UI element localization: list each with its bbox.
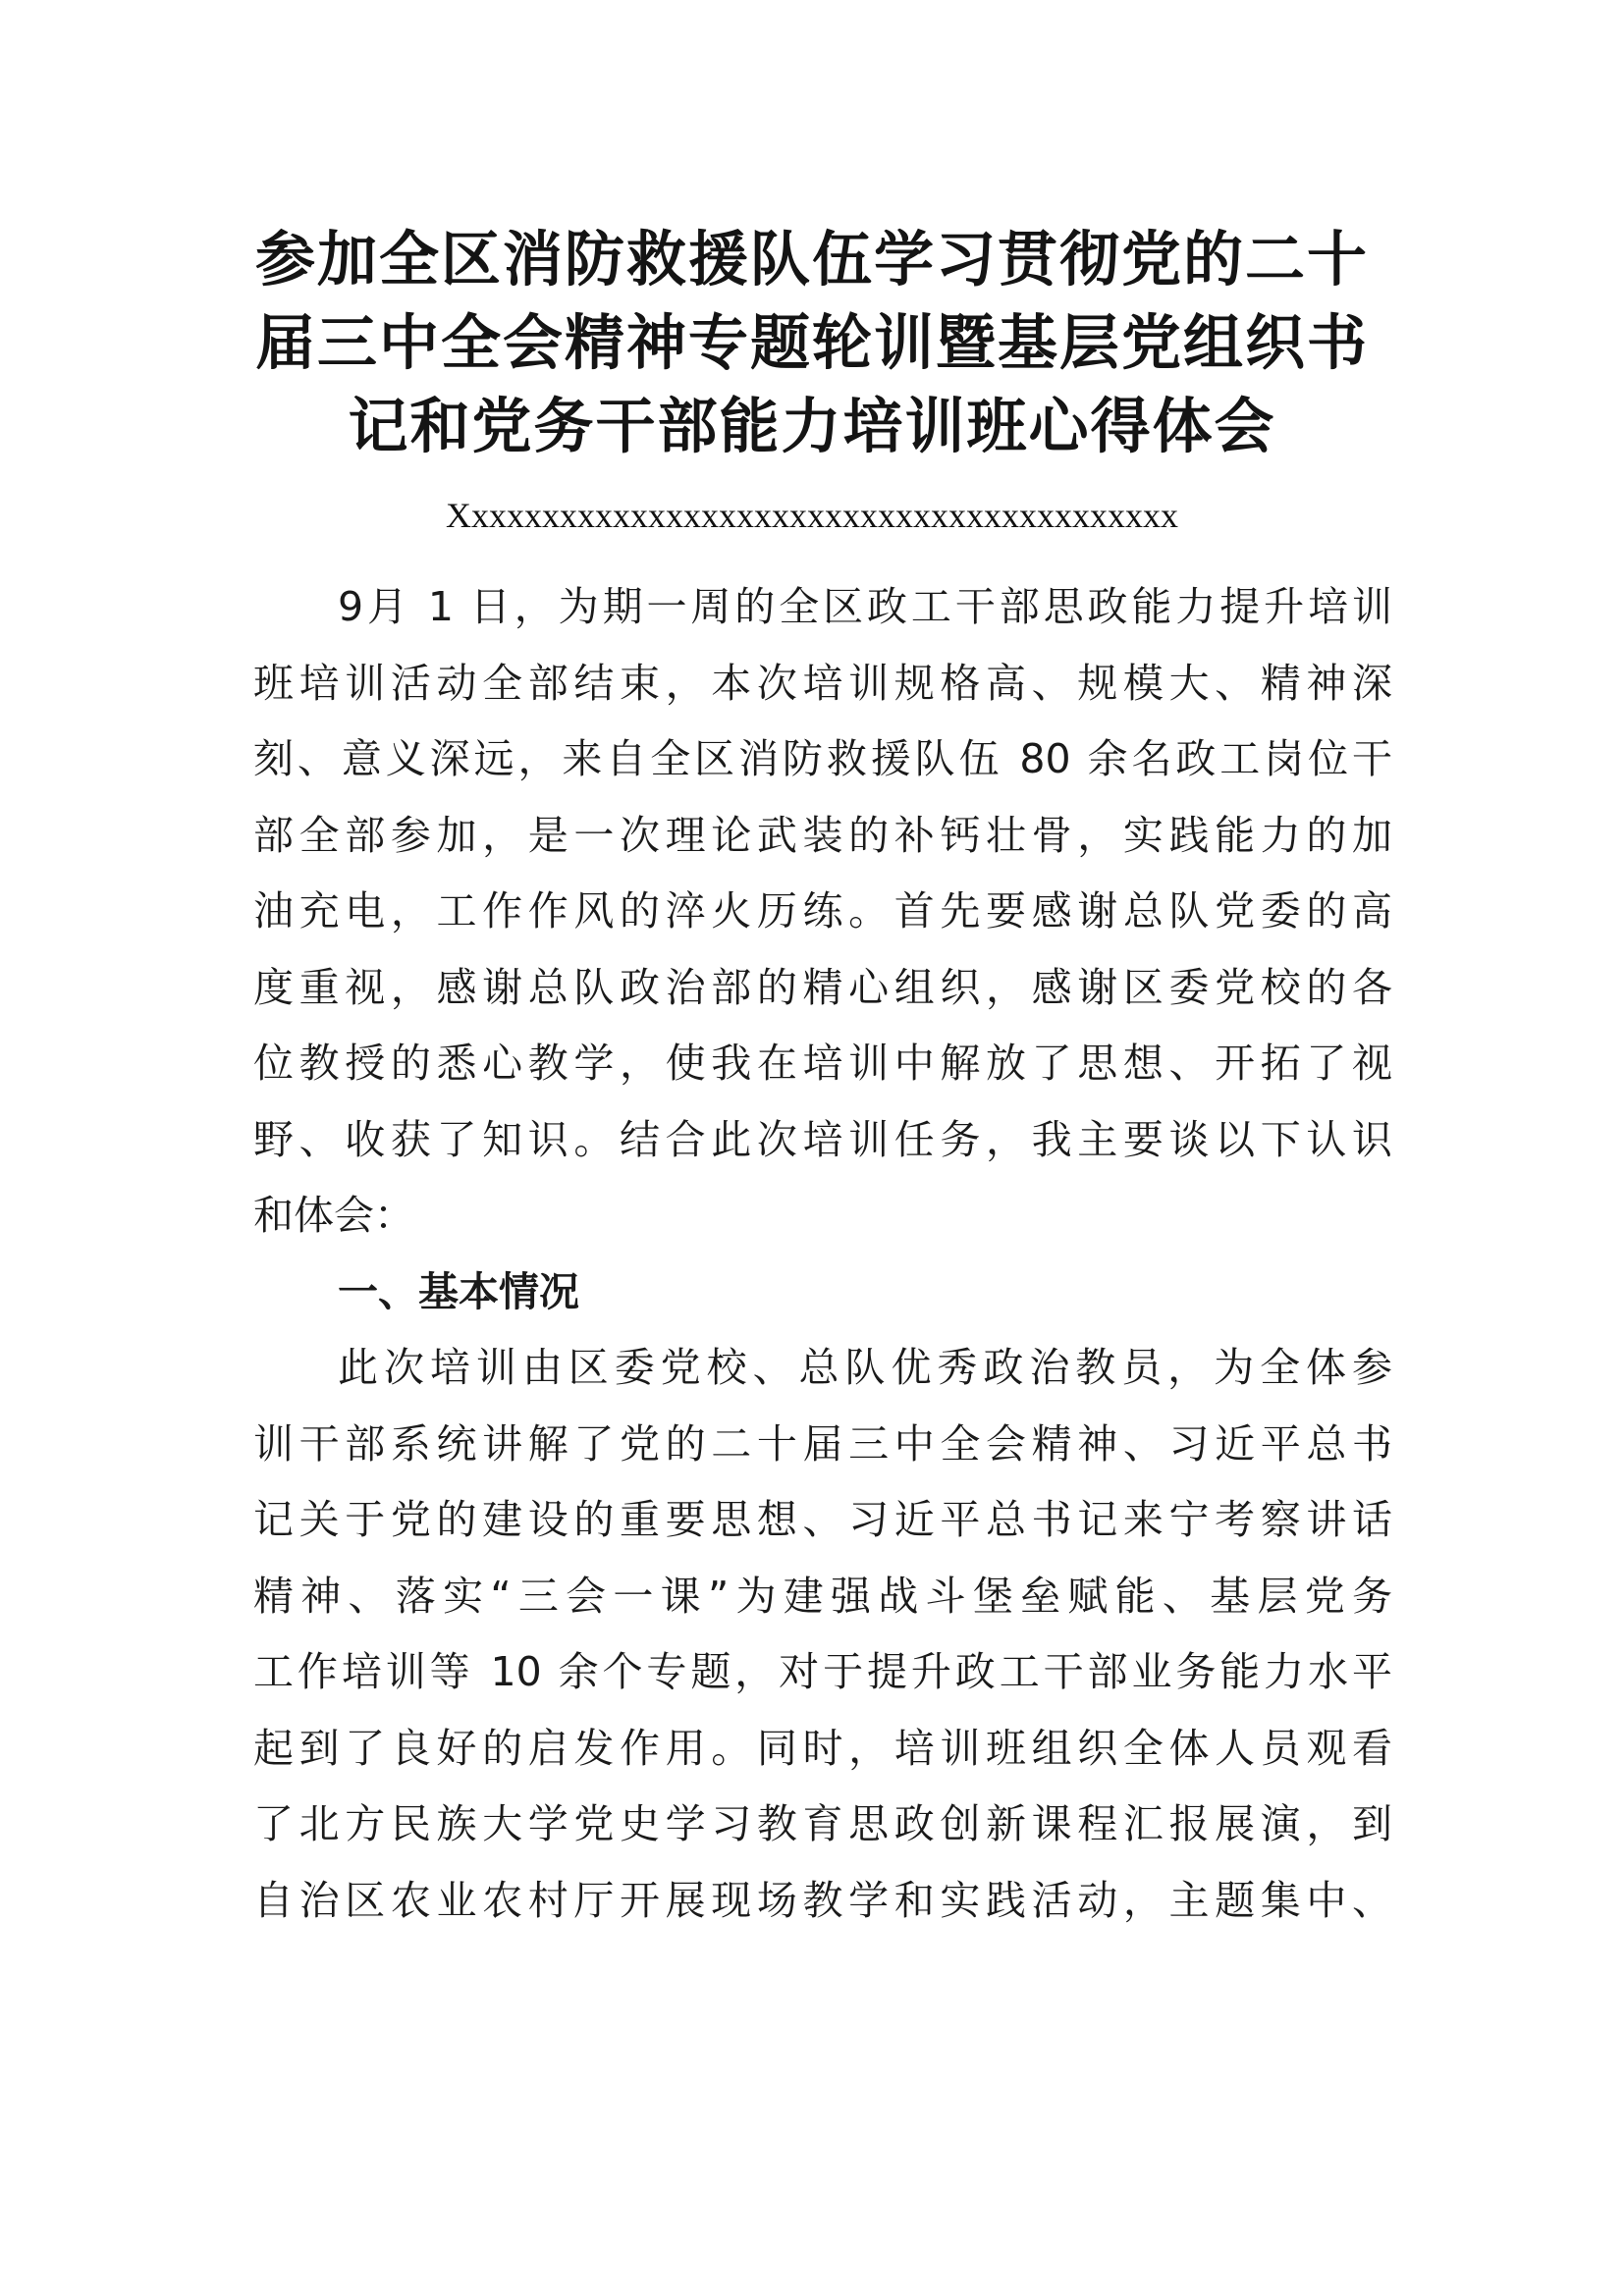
- author-line: Xxxxxxxxxxxxxxxxxxxxxxxxxxxxxxxxxxxxxxxxx: [446, 496, 1178, 535]
- title-line-2: 届三中全会精神专题轮训暨基层党组织书: [254, 308, 1369, 378]
- section-heading-basic-situation: 一、基本情况: [338, 1267, 579, 1315]
- paragraph-line: 度重视，感谢总队政治部的精心组织，感谢区委党校的各: [253, 963, 1392, 1011]
- paragraph-line: 起到了良好的启发作用。同时，培训班组织全体人员观看: [253, 1724, 1392, 1772]
- paragraph-line: 刻、意义深远，来自全区消防救援队伍 80 余名政工岗位干: [253, 735, 1392, 782]
- paragraph-line: 野、收获了知识。结合此次培训任务，我主要谈以下认识: [253, 1115, 1392, 1163]
- paragraph-line: 工作培训等 10 余个专题，对于提升政工干部业务能力水平: [253, 1648, 1392, 1695]
- paragraph-line: 训干部系统讲解了党的二十届三中全会精神、习近平总书: [253, 1419, 1392, 1468]
- paragraph-line: 位教授的悉心教学，使我在培训中解放了思想、开拓了视: [253, 1040, 1392, 1087]
- paragraph-line: 班培训活动全部结束，本次培训规格高、规模大、精神深: [253, 659, 1392, 707]
- paragraph-line: 自治区农业农村厅开展现场教学和实践活动，主题集中、: [253, 1876, 1392, 1924]
- paragraph-line: 了北方民族大学党史学习教育思政创新课程汇报展演，到: [253, 1800, 1392, 1847]
- paragraph-line: 此次培训由区委党校、总队优秀政治教员，为全体参: [338, 1344, 1392, 1391]
- paragraph-line: 记关于党的建设的重要思想、习近平总书记来宁考察讲话: [253, 1496, 1392, 1543]
- paragraph-line: 精神、落实“三会一课”为建强战斗堡垒赋能、基层党务: [253, 1572, 1392, 1620]
- paragraph-line: 和体会：: [253, 1192, 414, 1239]
- paragraph-line: 油充电，工作作风的淬火历练。首先要感谢总队党委的高: [253, 887, 1392, 934]
- title-line-1: 参加全区消防救援队伍学习贯彻党的二十: [254, 225, 1369, 294]
- paragraph-line: 部全部参加，是一次理论武装的补钙壮骨，实践能力的加: [253, 811, 1392, 859]
- document-body: [253, 569, 1392, 1939]
- paragraph-basic-situation: [253, 1330, 1392, 1939]
- title-line-3: 记和党务干部能力培训班心得体会: [348, 392, 1276, 461]
- paragraph-line: 9月 1 日，为期一周的全区政工干部思政能力提升培训: [338, 583, 1392, 630]
- document-title: [245, 218, 1379, 468]
- paragraph-intro: [253, 569, 1392, 1255]
